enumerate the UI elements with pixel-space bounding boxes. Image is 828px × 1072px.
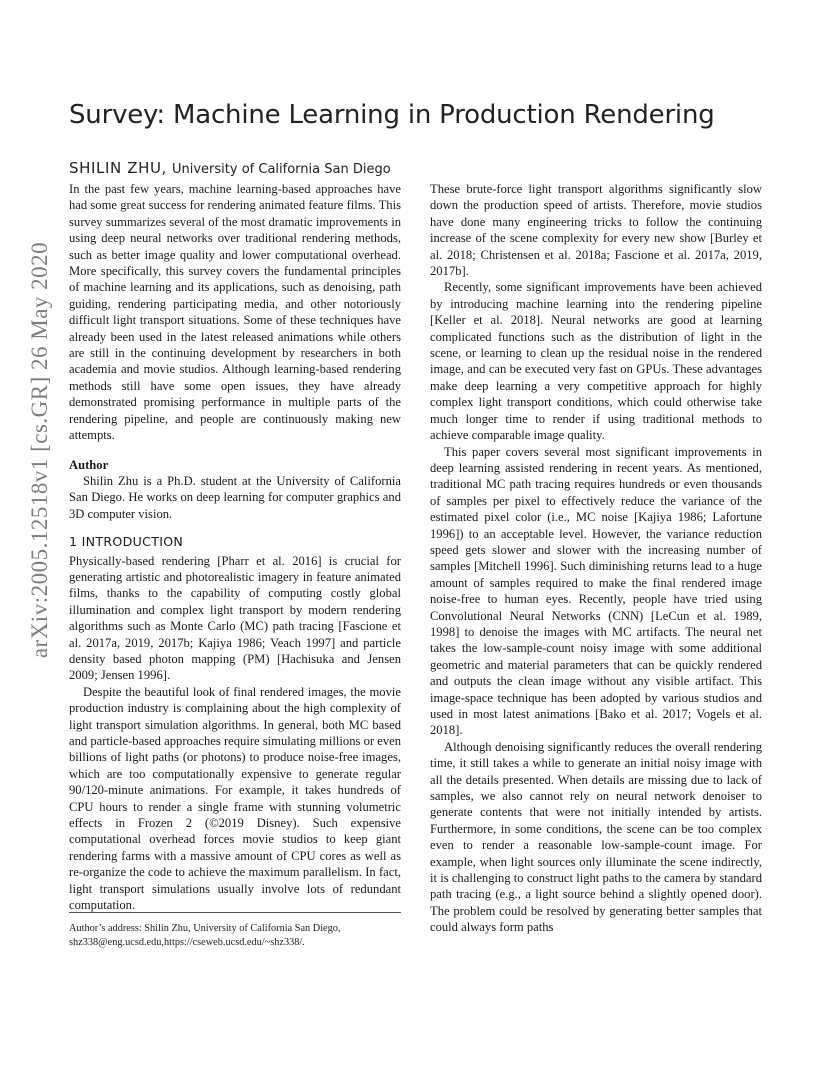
author-line (69, 158, 391, 177)
arxiv-stamp: arXiv:2005.12518v1 [cs.GR] 26 May 2020 (27, 241, 52, 659)
author-bio: Shilin Zhu is a Ph.D. student at the University of California San Diego. He works on deep learning for computer graphics and 3D computer vision. (69, 473, 401, 521)
author-affiliation: University of California San Diego (172, 162, 391, 177)
abstract: In the past few years, machine learning-based approaches have had some great success for rendering animated feature films. This survey summarizes several of the most dramatic improvements in using deep neural networks over traditional rendering methods, such as better image quality and lower computational overhead. More specifically, this survey covers the fundamental principles of machine learning and its applications, such as denoising, path guiding, rendering participating media, and other notoriously difficult light transport situations. Some of these techniques have already been used in the latest released animations while others are still in the continuing development by researchers in both academia and movie studios. Although learning-based rendering methods still have some open issues, they have already demonstrated promising performance in multiple parts of the rendering pipeline, and people are continuously making new attempts. (69, 182, 401, 443)
paragraph: Despite the beautiful look of final rendered images, the movie production industry is complaining about the high complexity of light transport simulation algorithms. In general, both MC based and particle-based approaches require simulating millions or even billions of light paths (or photons) to produce noise-free images, which are too computationally expensive to generate regular 90/120-minute animations. For example, it takes hundreds of CPU hours to render a single frame with stunning volumetric effects in Frozen 2 (©2019 Disney). Such expensive computational overhead forces movie studios to keep giant rendering farms with a massive amount of CPU cores as well as re-organize the code to achieve the maximum parallelism. In fact, light transport simulations usually involve lots of redundant computation. (69, 684, 401, 913)
paragraph: Recently, some significant improvements have been achieved by introducing machine learning into the rendering pipeline [Keller et al. 2018]. Neural networks are good at learning complicated functions such as the distribution of light in the scene, or learning to clean up the residual noise in the rendered image, and can be executed very fast on GPUs. These advantages make deep learning a very competitive approach for highly complex light transport conditions, which could otherwise take much longer time to render if using traditional methods to achieve comparable image quality. (430, 280, 762, 443)
right-column (430, 181, 762, 936)
left-column (69, 181, 401, 913)
paragraph: Physically-based rendering [Pharr et al. 2016] is crucial for generating artistic and photorealistic imagery in feature animated films, thanks to the capability of computing costly global illumination and complex light transport by modern rendering algorithms such as Monte Carlo (MC) path tracing [Fascione et al. 2017a, 2019, 2017b; Kajiya 1986; Veach 1997] and particle density based photon mapping (PM) [Hachisuka and Jensen 2009; Jensen 1996]. (69, 553, 401, 683)
author-heading: Author (69, 457, 109, 472)
author-name: SHILIN ZHU, (69, 159, 167, 177)
footnote: Author’s address: Shilin Zhu, University of California San Diego, shz338@eng.ucsd.edu,https://cseweb.ucsd.edu/~shz338/. (69, 912, 401, 949)
paper-title: Survey: Machine Learning in Production Rendering (69, 100, 715, 130)
paragraph: Although denoising significantly reduces the overall rendering time, it still takes a while to generate an initial noisy image with all the details presented. When details are missing due to lack of samples, we also cannot rely on neural network denoiser to generate contents that were not initially intended by artists. Furthermore, in some conditions, the scene can be too complex even to render a reasonable low-sample-count image. For example, when light sources only illuminate the scene indirectly, it is challenging to construct light paths to the camera by standard path tracing (e.g., a light source behind a slightly opened door). The problem could be resolved by generating better samples that could always form paths (430, 739, 762, 935)
paragraph: This paper covers several most significant improvements in deep learning assisted rendering in recent years. As mentioned, traditional MC path tracing requires hundreds or even thousands of samples per pixel to effectively reduce the variance of the estimated pixel color (i.e., MC noise [Kajiya 1986; Lafortune 1996]) to an acceptable level. However, the variance reduction speed gets slower and slower with the increasing number of samples [Mitchell 1996]. Such diminishing returns lead to a huge amount of samples required to make the final rendered image noise-free to human eyes. Recently, people have tried using Convolutional Neural Networks (CNN) [LeCun et al. 1989, 1998] to denoise the images with MC artifacts. The neural net takes the low-sample-count noisy image with some additional geometric and material parameters that can be quickly rendered and outputs the clean image without any visible artifact. This image-space technique has been adopted by various studios and used in most latest animations [Bako et al. 2017; Vogels et al. 2018]. (430, 444, 762, 738)
paragraph: These brute-force light transport algorithms significantly slow down the production speed of artists. Therefore, movie studios have done many engineering tricks to follow the continuing increase of the scene complexity for every new show [Burley et al. 2018; Christensen et al. 2018a; Fascione et al. 2017a, 2019, 2017b]. (430, 182, 762, 279)
section-heading: 1 INTRODUCTION (69, 534, 184, 550)
